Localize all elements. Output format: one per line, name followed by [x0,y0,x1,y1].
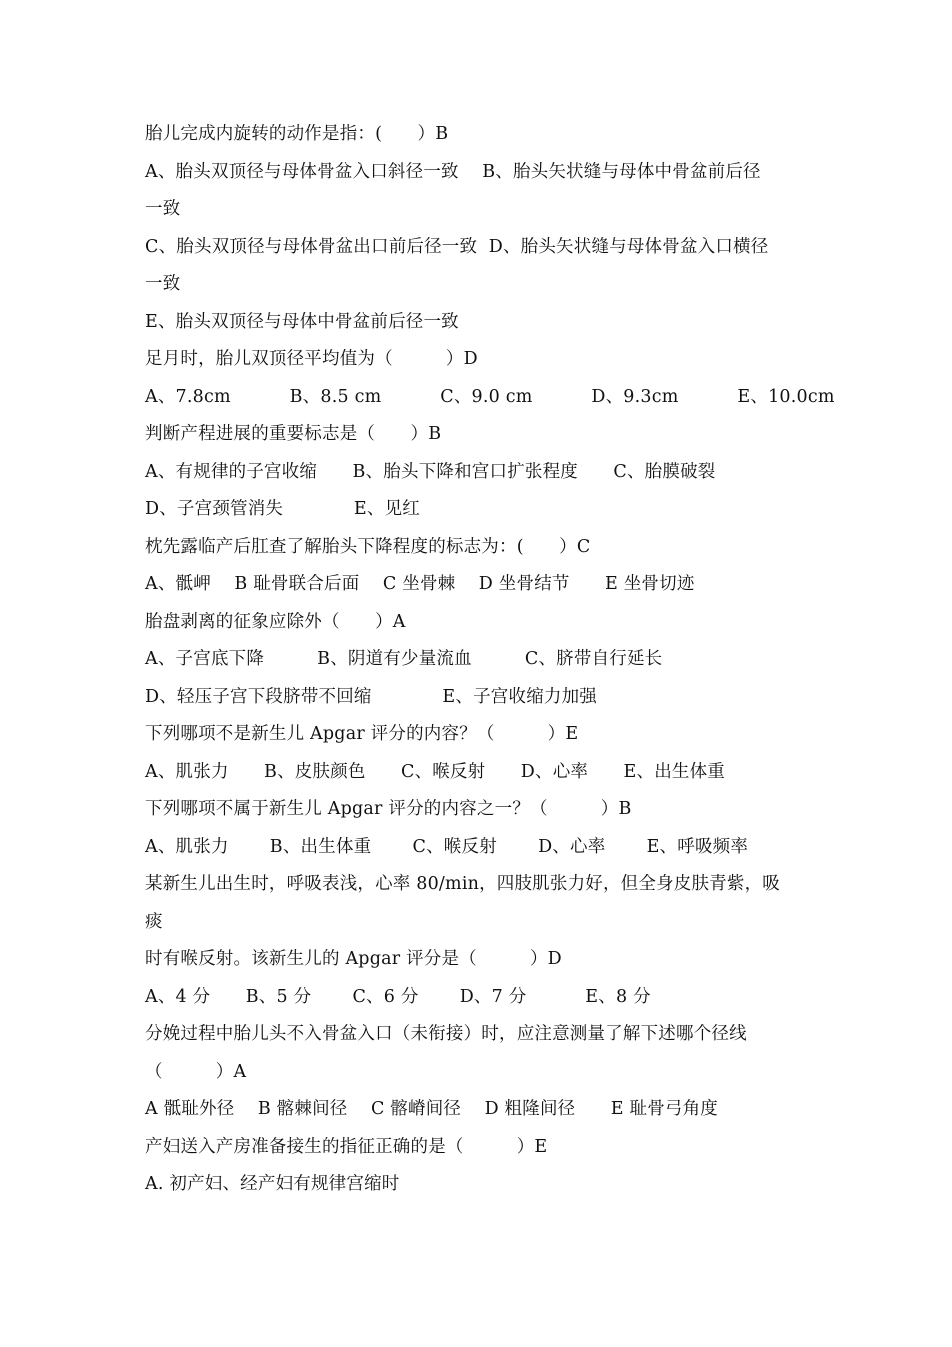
text-line: A 骶耻外径 B 髂棘间径 C 髂嵴间径 D 粗隆间径 E 耻骨弓角度 [145,1099,718,1119]
text-line: D、子宫颈管消失 E、见红 [145,499,421,519]
text-line: 痰 [145,912,163,932]
text-line: 时有喉反射。该新生儿的 Apgar 评分是（ ）D [145,949,562,969]
text-line: 足月时，胎儿双顶径平均值为（ ）D [145,349,478,369]
text-line: A、4 分 B、5 分 C、6 分 D、7 分 E、8 分 [145,987,651,1007]
text-line: A、肌张力 B、皮肤颜色 C、喉反射 D、心率 E、出生体重 [145,762,725,782]
text-line: A、有规律的子宫收缩 B、胎头下降和宫口扩张程度 C、胎膜破裂 [145,462,716,482]
text-line: 一致 [145,199,181,219]
text-line: A、子宫底下降 B、阴道有少量流血 C、脐带自行延长 [145,649,663,669]
text-line: 下列哪项不属于新生儿 Apgar 评分的内容之一？（ ）B [145,799,632,819]
text-line: D、轻压子宫下段脐带不回缩 E、子宫收缩力加强 [145,687,598,707]
text-line: A. 初产妇、经产妇有规律宫缩时 [145,1174,400,1194]
text-line: A、7.8cm B、8.5 cm C、9.0 cm D、9.3cm E、10.0cm [145,387,835,407]
text-line: A、肌张力 B、出生体重 C、喉反射 D、心率 E、呼吸频率 [145,837,749,857]
text-line: 某新生儿出生时，呼吸表浅，心率 80/min，四肢肌张力好，但全身皮肤青紫，吸 [145,874,780,894]
text-line: 判断产程进展的重要标志是（ ）B [145,424,442,444]
text-line: 胎盘剥离的征象应除外（ ）A [145,612,406,632]
text-line: 胎儿完成内旋转的动作是指：( ）B [145,124,449,144]
text-line: 产妇送入产房准备接生的指征正确的是（ ）E [145,1137,548,1157]
text-line: C、胎头双顶径与母体骨盆出口前后径一致 D、胎头矢状缝与母体骨盆入口横径 [145,237,769,257]
text-line: 枕先露临产后肛查了解胎头下降程度的标志为：( ）C [145,537,591,557]
text-line: 一致 [145,274,181,294]
text-line: （ ）A [145,1062,247,1082]
text-line: 下列哪项不是新生儿 Apgar 评分的内容？（ ）E [145,724,579,744]
text-line: E、胎头双顶径与母体中骨盆前后径一致 [145,312,459,332]
text-line: 分娩过程中胎儿头不入骨盆入口（未衔接）时，应注意测量了解下述哪个径线 [145,1024,747,1044]
text-line: A、骶岬 B 耻骨联合后面 C 坐骨棘 D 坐骨结节 E 坐骨切迹 [145,574,695,594]
text-line: A、胎头双顶径与母体骨盆入口斜径一致 B、胎头矢状缝与母体中骨盆前后径 [145,162,761,182]
